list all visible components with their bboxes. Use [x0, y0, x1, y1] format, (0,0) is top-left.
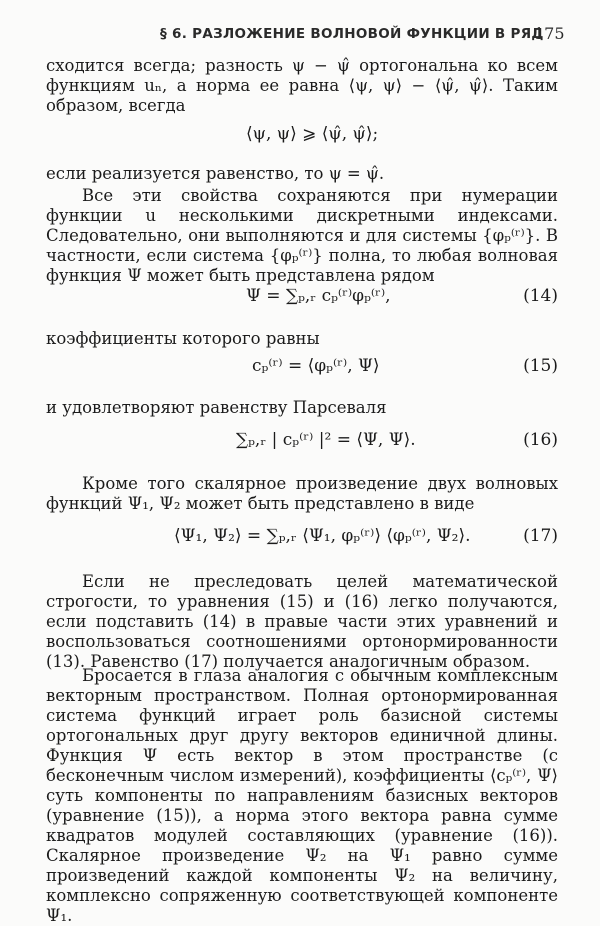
- equation-14-formula: Ψ = ∑ₚ,ᵣ cₚ⁽ʳ⁾φₚ⁽ʳ⁾,: [246, 286, 391, 306]
- page-number: 175: [534, 24, 565, 43]
- paragraph-3: Все эти свойства сохраняются при нумерации функции u несколькими дискретными индексами. Следовательно, они выполняются и для системы {φₚ⁽ʳ⁾}. В частности, если система {φₚ⁽ʳ⁾} полна, то любая волновая функция Ψ может быть представлена рядом: [46, 186, 558, 285]
- equation-17-formula: ⟨Ψ₁, Ψ₂⟩ = ∑ₚ,ᵣ ⟨Ψ₁, φₚ⁽ʳ⁾⟩ ⟨φₚ⁽ʳ⁾, Ψ₂⟩.: [174, 526, 471, 546]
- page-header: [0, 22, 600, 46]
- equation-15: [46, 356, 558, 386]
- paragraph-1: сходится всегда; разность ψ − ψ̂ ортогональна ко всем функциям uₙ, а норма ее равна ⟨ψ, ψ⟩ − ⟨ψ̂, ψ̂⟩. Таким образом, всегда: [46, 56, 558, 115]
- equation-15-formula: cₚ⁽ʳ⁾ = ⟨φₚ⁽ʳ⁾, Ψ⟩: [252, 356, 380, 376]
- equation-16-number: (16): [523, 430, 558, 450]
- paragraph-5: и удовлетворяют равенству Парсеваля: [46, 398, 387, 417]
- equation-17: [46, 526, 558, 556]
- paragraph-7: Если не преследовать целей математической строгости, то уравнения (15) и (16) легко получаются, если подставить (14) в правые части этих уравнений и воспользоваться соотношениями ортонормированности (13). Равенство (17) получается аналогичным образом.: [46, 572, 558, 671]
- equation-16: [46, 430, 558, 460]
- inequality: [46, 124, 558, 154]
- inequality-formula: ⟨ψ, ψ⟩ ⩾ ⟨ψ̂, ψ̂⟩;: [246, 124, 379, 144]
- equation-17-number: (17): [523, 526, 558, 546]
- equation-15-number: (15): [523, 356, 558, 376]
- running-title: § 6. РАЗЛОЖЕНИЕ ВОЛНОВОЙ ФУНКЦИИ В РЯД: [160, 26, 544, 42]
- paragraph-6: Кроме того скалярное произведение двух волновых функций Ψ₁, Ψ₂ может быть представлено в виде: [46, 474, 558, 513]
- paragraph-2: если реализуется равенство, то ψ = ψ̂.: [46, 164, 385, 183]
- paragraph-4: коэффициенты которого равны: [46, 329, 320, 348]
- paragraph-8: Бросается в глаза аналогия с обычным комплексным векторным пространством. Полная ортонормированная система функций играет роль базисной системы ортогональных друг другу векторов единичной длины. Функция Ψ есть вектор в этом пространстве (с бесконечным числом измерений), коэффициенты ⟨cₚ⁽ʳ⁾, Ψ⟩ суть компоненты по направлениям базисных векторов (уравнение (15)), а норма этого вектора равна сумме квадратов модулей составляющих (уравнение (16)). Скалярное произведение Ψ₂ на Ψ₁ равно сумме произведений каждой компоненты Ψ₂ на величину, комплексно сопряженную соответствующей компоненте Ψ₁.: [46, 666, 558, 925]
- equation-14: [46, 286, 558, 316]
- equation-16-formula: ∑ₚ,ᵣ | cₚ⁽ʳ⁾ |² = ⟨Ψ, Ψ⟩.: [236, 430, 416, 450]
- equation-14-number: (14): [523, 286, 558, 306]
